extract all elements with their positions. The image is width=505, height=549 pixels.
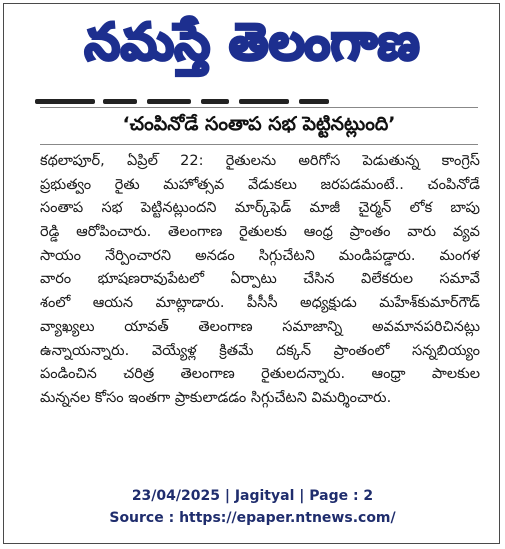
article-headline: ‘చంపినోడే సంతాప సభ పెట్టినట్లుంది’ bbox=[122, 112, 396, 135]
source-link[interactable]: Source : https://epaper.ntnews.com/ bbox=[109, 510, 396, 526]
article-line: వారం భూషణరావుపేటలో ఏర్పాటు చేసిన విలేకరుల సమావే bbox=[40, 271, 480, 288]
masthead-title: నమస్తే తెలంగాణ bbox=[84, 13, 421, 71]
article-line: రెడ్డి ఆరోపించారు. తెలంగాణ రైతులకు ఆంధ్ర ప్రాంతం వారు వ్యవ bbox=[40, 224, 480, 241]
article-line: పండించిన చరిత్ర తెలంగాణ రైతులదన్నారు. ఆంధ్రా పాలకుల bbox=[40, 366, 480, 383]
article-line: సంతాప సభ పెట్టినట్లుందని మార్క్‌ఫెడ్ మాజీ చైర్మన్ లోక బాపు bbox=[40, 200, 480, 217]
article-line: కథలాపూర్, ఏప్రిల్ 22: రైతులను అరిగోస పెడుతున్న కాంగ్రెస్ bbox=[40, 153, 480, 169]
article-body bbox=[40, 150, 480, 411]
article-line: సాయం నేర్పించారని అనడం సిగ్గుచేటని మండిపడ్డారు. మంగళ bbox=[40, 247, 480, 264]
article-line: ప్రభుత్వం రైతు మహోత్సవ వేడుకలు జరపడమంటే.. చంపినోడే bbox=[40, 176, 480, 193]
article-line: శంలో ఆయన మాట్లాడారు. పీసీసీ అధ్యక్షుడు మహేశ్‌కుమార్‌గౌడ్ bbox=[40, 295, 480, 312]
headline-box bbox=[40, 107, 478, 145]
edition-info: 23/04/2025 | Jagityal | Page : 2 bbox=[131, 488, 374, 504]
article-line: ఉన్నాయన్నారు. వెయ్యేళ్ల క్రితమే దక్కన్ ప్రాంతంలో సన్నబియ్యం bbox=[40, 342, 480, 359]
article-line: వ్యాఖ్యలు యావత్ తెలంగాణ సమాజాన్ని అవమానపరిచినట్లు bbox=[40, 318, 480, 335]
newspaper-masthead bbox=[0, 4, 505, 80]
cropped-previous-line bbox=[35, 97, 335, 106]
article-line: మన్ననల కోసం ఇంతగా ప్రాకులాడడం సిగ్గుచేటని విమర్శించారు. bbox=[40, 389, 392, 406]
